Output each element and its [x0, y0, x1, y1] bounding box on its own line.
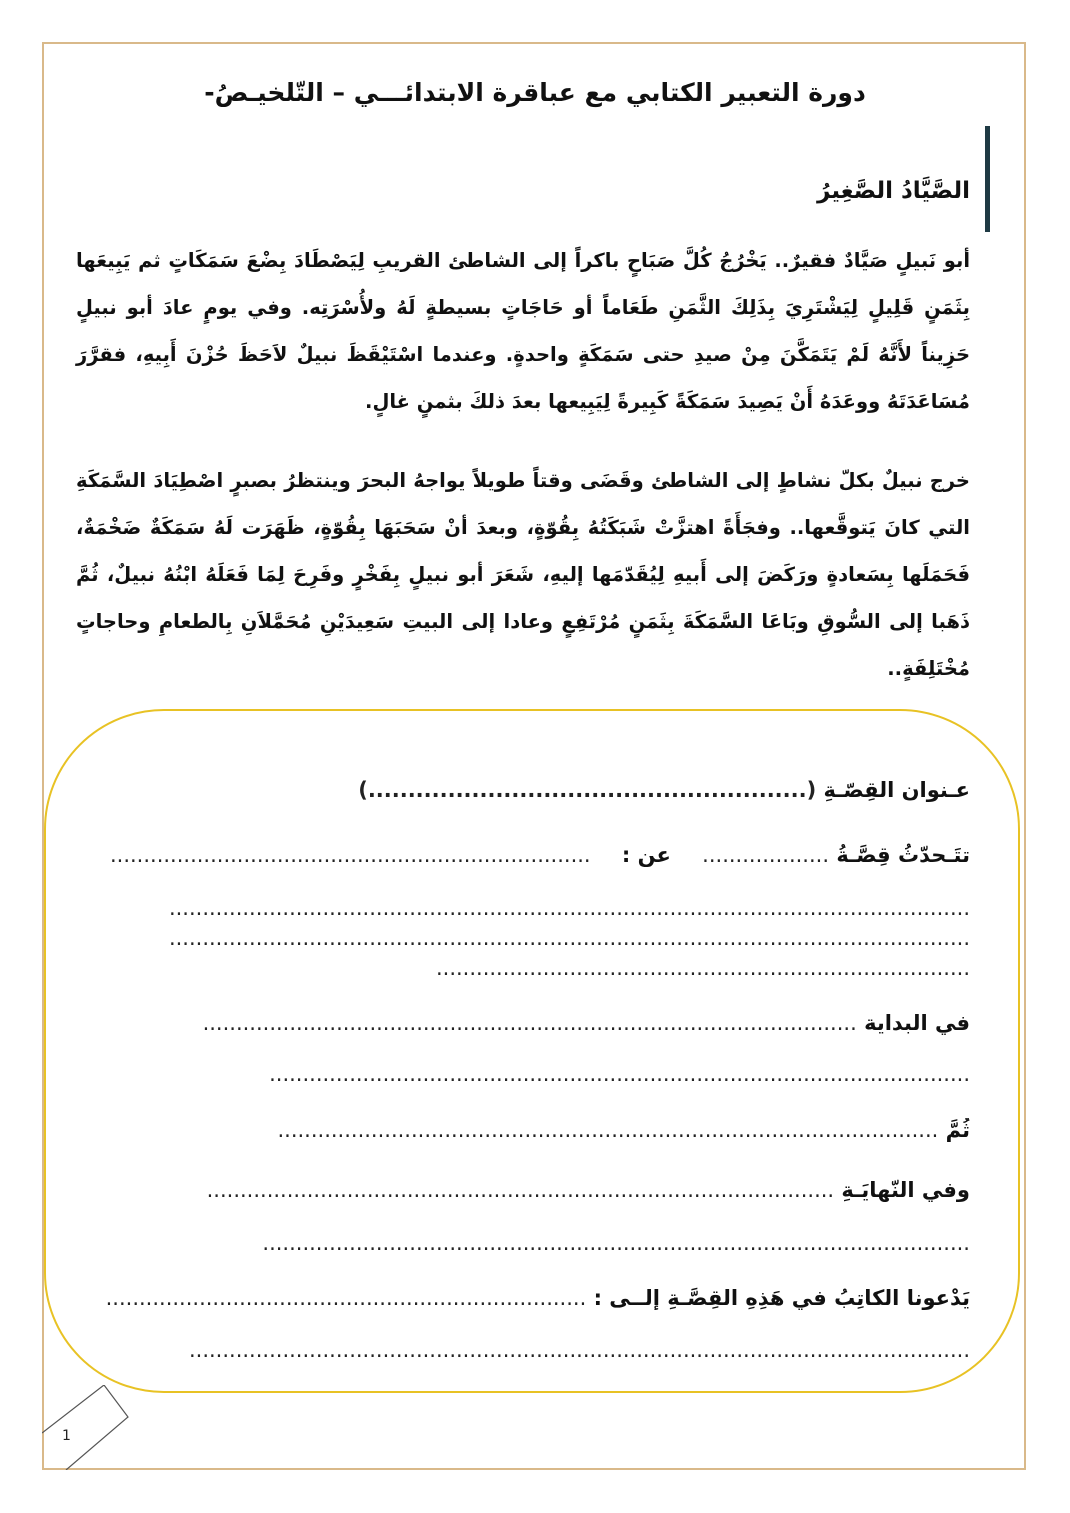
page-number: 1 — [62, 1428, 71, 1444]
story-about-blank-1[interactable]: ................... — [702, 843, 830, 867]
then-row — [80, 1118, 970, 1142]
story-paragraph-2: خرج نبيلٌ بكلّ نشاطٍ إلى الشاطئ وقَضَى وقتاً طويلاً يواجهُ البحرَ وينتظرُ بصبرٍ اصْطِيَادَ السَّمَكَةِ التي كانَ يَتوقَّعها.. وفجَأَةً اهتزَّتْ شَبَكَتُهُ بِقُوّةٍ، وبعدَ أنْ سَحَبَهَا بِقُوّةٍ، ظَهَرَت لَهُ سَمَكَةٌ ضَخْمَةٌ، فَحَمَلَها بِسَعادةٍ ورَكَضَ إلى أَبيهِ لِيُقَدّمَها إليهِ، شَعَرَ أبو نبيلٍ بِفَخْرٍ وفَرِحَ لِمَا فَعَلَهُ ابْنُهُ نبيلٌ، ثُمَّ ذَهَبا إلى السُّوقِ وبَاعَا السَّمَكَةَ بِثَمَنٍ مُرْتَفِعٍ وعادا إلى البيتِ سَعِيدَيْنِ مُحَمَّلاَنِ بِالطعامِ وحاجاتٍ مُخْتَلِفَةٍ.. — [76, 469, 970, 680]
writing-line-dots: .......................................................................................................... — [262, 1231, 970, 1255]
writing-line[interactable] — [88, 1338, 970, 1362]
writing-line-dots: ........................................................................................................................ — [168, 896, 970, 920]
writing-line-dots: ........................................................................................................................ — [168, 926, 970, 950]
end-label: وفي النّهايَـةِ — [841, 1178, 970, 1202]
lesson-blank[interactable]: ........................................................................ — [105, 1286, 587, 1310]
beginning-blank[interactable]: .................................................................................................. — [202, 1011, 857, 1035]
story-title-blank[interactable]: (.......................................................) — [358, 778, 817, 802]
story-title-label: عـنوان القِصّـةِ — [823, 778, 970, 802]
page-title: دورة التعبير الكتابي مع عباقرة الابتدائـــي – التّلخيـصُ- — [204, 78, 866, 107]
writing-line-dots: ......................................................................................................... — [269, 1062, 970, 1086]
story-paragraph-1: أبو نَبيلٍ صَيَّادٌ فقيرٌ.. يَخْرُجُ كُلَّ صَبَاحٍ باكراً إلى الشاطئ القريبِ لِيَصْطَادَ بِضْعَ سَمَكَاتٍ ثم يَبِيعَها بِثَمَنٍ قَلِيلٍ لِيَشْتَرِيَ بِذَلِكَ الثَّمَنِ طَعَاماً أو حَاجَاتٍ بسيطةٍ لَهُ ولأُسْرَتِه. وفي يومٍ عادَ أبو نبيلٍ حَزِيناً لأَنَّهُ لَمْ يَتَمَكَّنَ مِنْ صيدِ حتى سَمَكَةٍ واحدةٍ. وعندما اسْتَيْقَظَ نبيلٌ لاَحَظَ حُزْنَ أَبِيهِ، فقرَّرَ مُسَاعَدَتَهُ ووعَدَهُ أَنْ يَصِيدَ سَمَكَةً كَبِيرةً لِيَبِيعها بعدَ ذلكَ بثمنٍ غالٍ. — [76, 249, 970, 413]
story-about-an: عن : — [621, 843, 671, 867]
end-blank[interactable]: .............................................................................................. — [206, 1178, 835, 1202]
end-row — [80, 1178, 970, 1202]
lesson-label: يَدْعونا الكاتِبُ في هَذِهِ القِصَّـةِ إلــى : — [593, 1286, 970, 1310]
writing-line[interactable] — [80, 926, 970, 950]
beginning-label: في البداية — [864, 1011, 970, 1035]
writing-line[interactable] — [80, 1062, 970, 1086]
story-about-row — [80, 843, 970, 867]
writing-line[interactable] — [80, 956, 970, 980]
story-about-blank-2[interactable]: ........................................................................ — [109, 843, 591, 867]
then-label: ثُمَّ — [945, 1118, 970, 1142]
story-title-row — [80, 778, 970, 802]
story-about-label: تتَـحدّثُ قِصَّـةُ — [836, 843, 970, 867]
lesson-row — [80, 1286, 970, 1310]
writing-line-dots: ................................................................................ — [435, 956, 970, 980]
page-corner-mark — [42, 1385, 142, 1470]
writing-line[interactable] — [80, 896, 970, 920]
beginning-row — [80, 1011, 970, 1035]
story-title: الصَّيَّادُ الصَّغِيرُ — [817, 178, 970, 204]
writing-line-dots: ..................................................................................................................... — [188, 1338, 970, 1362]
accent-bar — [985, 126, 990, 232]
writing-line[interactable] — [80, 1231, 970, 1255]
then-blank[interactable]: ................................................................................................... — [277, 1118, 939, 1142]
